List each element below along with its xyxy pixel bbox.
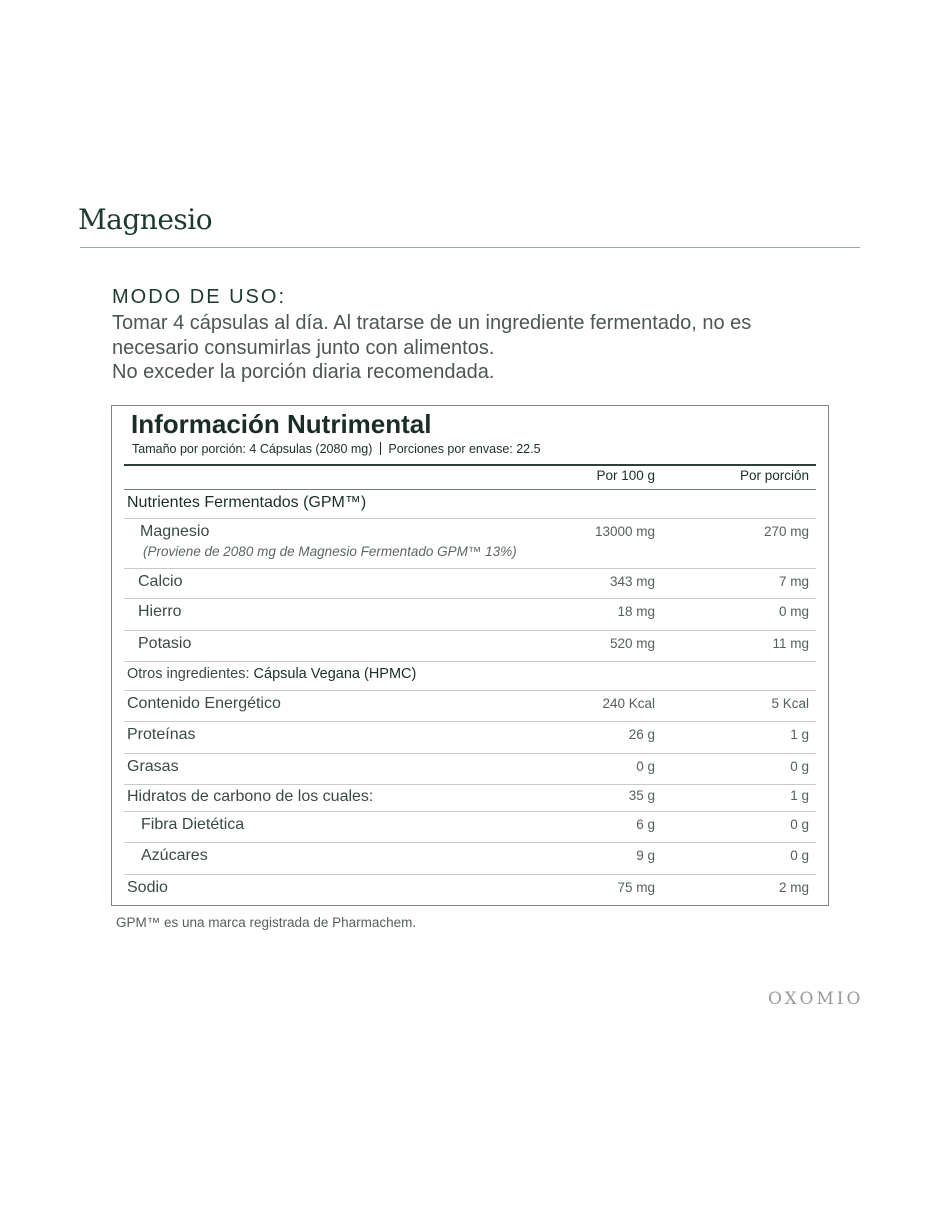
value-per-serving: 0 g [790,817,809,832]
row-label: Fibra Dietética [141,816,245,833]
serving-info [132,442,541,456]
table-row-sodio [124,875,816,905]
row-label: Hidratos de carbono de los cuales: [127,788,374,805]
usage-line: No exceder la porción diaria recomendada. [112,361,495,383]
table-row-azucares [124,843,816,875]
row-label: Azúcares [141,847,208,864]
row-label: Calcio [138,573,183,590]
value-per-100g: 520 mg [609,636,655,651]
value-per-serving: 270 mg [763,524,809,539]
row-note: (Proviene de 2080 mg de Magnesio Fermentado GPM™ 13%) [143,544,517,559]
value-per-100g: 75 mg [617,880,655,895]
value-per-100g: 13000 mg [594,524,655,539]
nutrition-title: Información Nutrimental [131,409,432,439]
table-row-proteinas [124,722,816,754]
value-per-serving: 1 g [790,727,809,742]
other-ingredients-label: Otros ingredientes: [127,666,254,682]
title-divider [80,247,860,248]
value-per-serving: 11 mg [772,636,809,651]
table-row-potasio [124,631,816,662]
trademark-footnote: GPM™ es una marca registrada de Pharmachem. [116,915,417,930]
table-row-hierro [124,599,816,631]
value-per-100g: 9 g [636,848,655,863]
row-label: Nutrientes Fermentados (GPM™) [127,494,367,511]
row-label: Proteínas [127,726,196,743]
value-per-serving: 5 Kcal [771,696,809,711]
value-per-serving: 0 g [790,848,809,863]
table-row-grasas [124,754,816,785]
value-per-serving: 7 mg [778,574,809,589]
table-row-hidratos [124,785,816,812]
table-row-fibra [124,812,816,843]
other-ingredients-value: Cápsula Vegana (HPMC) [253,666,417,682]
row-label: Sodio [127,879,168,896]
value-per-100g: 26 g [628,727,655,742]
brand-logo: OXOMIO [768,989,864,1009]
row-label: Grasas [127,758,179,775]
value-per-100g: 18 mg [617,604,655,619]
value-per-serving: 0 mg [778,604,809,619]
value-per-serving: 2 mg [778,880,809,895]
value-per-100g: 343 mg [609,574,655,589]
table-row-energia [124,691,816,722]
row-label: Contenido Energético [127,695,281,712]
serving-separator [380,442,381,455]
servings-per-container: Porciones por envase: 22.5 [388,442,541,456]
usage-heading: MODO DE USO: [112,286,287,308]
value-per-100g: 240 Kcal [602,696,655,711]
table-row-magnesio [124,519,816,569]
value-per-serving: 0 g [790,759,809,774]
serving-size: Tamaño por porción: 4 Cápsulas (2080 mg) [132,442,373,456]
usage-line: necesario consumirlas junto con alimentos. [112,336,495,359]
usage-line: Tomar 4 cápsulas al día. Al tratarse de un ingrediente fermentado, no es [112,312,752,334]
value-per-100g: 0 g [636,759,655,774]
column-header-per-100g: Por 100 g [596,468,655,483]
header-rule [124,464,816,466]
row-label: Magnesio [140,523,210,540]
value-per-serving: 1 g [790,788,809,803]
value-per-100g: 6 g [636,817,655,832]
value-per-100g: 35 g [628,788,655,803]
product-title: Magnesio [78,203,213,236]
nutrition-facts-panel [111,405,829,906]
row-label [127,666,416,682]
row-label: Potasio [138,635,192,652]
table-row-other-ingredients [124,662,816,691]
table-row-calcio [124,569,816,599]
usage-instructions [112,311,852,385]
table-row-section-fermented [124,490,816,519]
column-header-per-serving: Por porción [739,468,809,483]
row-label: Hierro [138,603,182,620]
